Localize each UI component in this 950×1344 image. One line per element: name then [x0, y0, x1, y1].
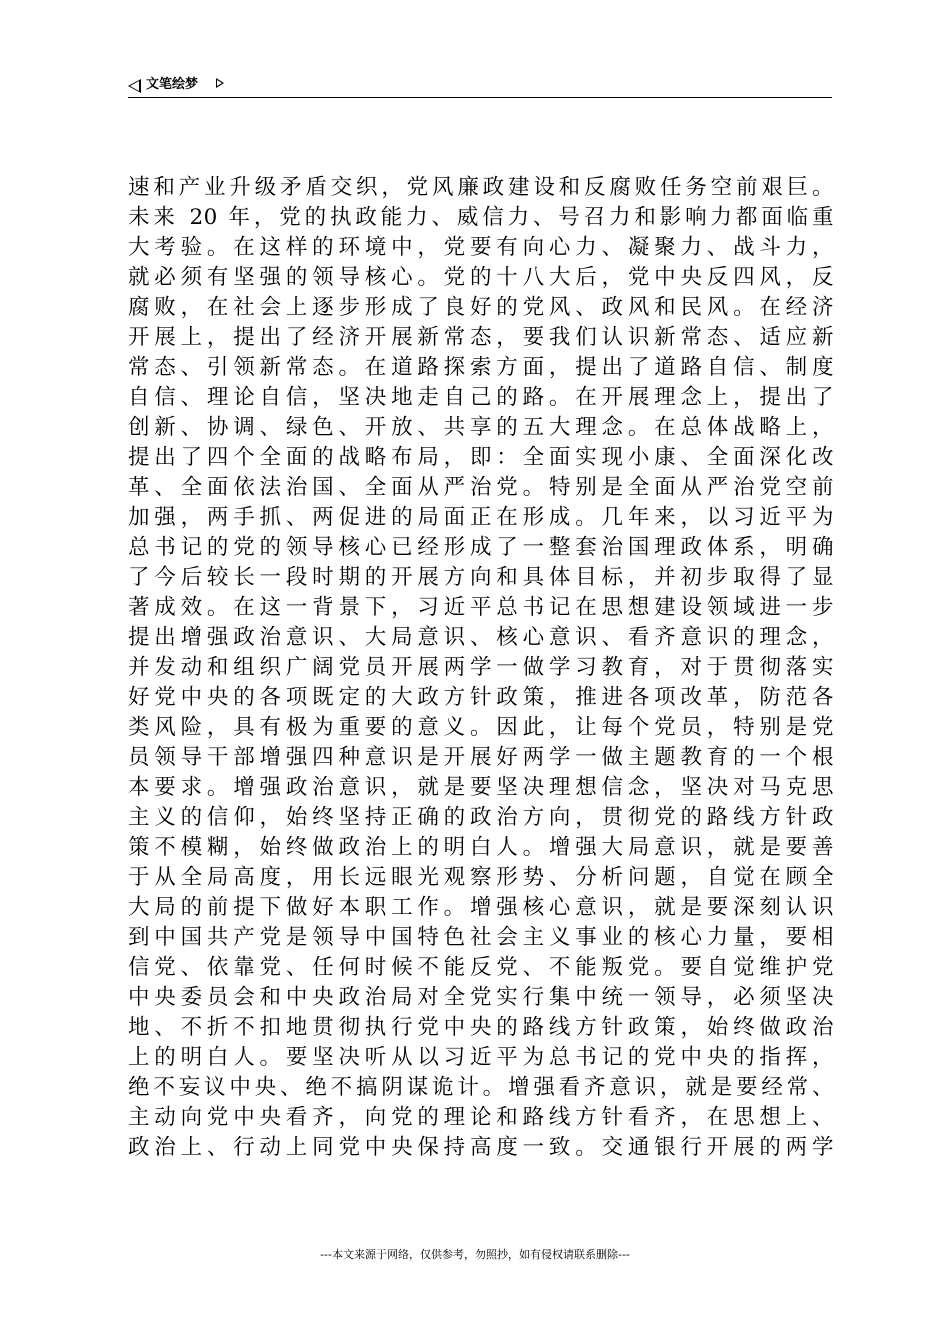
text-line: 信党、依靠党、任何时候不能反党、不能叛党。要自觉维护党 — [128, 955, 834, 980]
text-line: 中央委员会和中央政治局对全党实行集中统一领导，必须坚决 — [128, 985, 834, 1010]
text-line: 速和产业升级矛盾交织，党风廉政建设和反腐败任务空前艰巨。 — [128, 175, 834, 200]
text-line: 就必须有坚强的领导核心。党的十八大后，党中央反四风，反 — [128, 265, 834, 290]
text-line: 开展上，提出了经济开展新常态，要我们认识新常态、适应新 — [128, 325, 834, 350]
text-line: 类风险，具有极为重要的意义。因此，让每个党员，特别是党 — [128, 715, 834, 740]
left-triangle-icon — [128, 79, 141, 93]
text-line: 策不模糊，始终做政治上的明白人。增强大局意识，就是要善 — [128, 835, 834, 860]
text-line: 自信、理论自信，坚决地走自己的路。在开展理念上，提出了 — [128, 385, 834, 410]
text-line: 腐败，在社会上逐步形成了良好的党风、政风和民风。在经济 — [128, 295, 834, 320]
text-line: 地、不折不扣地贯彻执行党中央的路线方针政策，始终做政治 — [128, 1015, 834, 1040]
text-line: 大局的前提下做好本职工作。增强核心意识，就是要深刻认识 — [128, 895, 834, 920]
text-line: 提出增强政治意识、大局意识、核心意识、看齐意识的理念， — [128, 625, 834, 650]
text-line: 上的明白人。要坚决听从以习近平为总书记的党中央的指挥， — [128, 1045, 834, 1070]
text-line: 主动向党中央看齐，向党的理论和路线方针看齐，在思想上、 — [128, 1105, 834, 1130]
text-line: 员领导干部增强四种意识是开展好两学一做主题教育的一个根 — [128, 745, 834, 770]
page-header — [128, 76, 832, 98]
text-line: 加强，两手抓、两促进的局面正在形成。几年来，以习近平为 — [128, 505, 834, 530]
text-line: 政治上、行动上同党中央保持高度一致。交通银行开展的两学 — [128, 1135, 834, 1160]
text-line: 主义的信仰，始终坚持正确的政治方向，贯彻党的路线方针政 — [128, 805, 834, 830]
text-line: 并发动和组织广阔党员开展两学一做学习教育，对于贯彻落实 — [128, 655, 834, 680]
text-line: 总书记的党的领导核心已经形成了一整套治国理政体系，明确 — [128, 535, 834, 560]
text-line: 未来 20 年，党的执政能力、威信力、号召力和影响力都面临重 — [128, 205, 834, 230]
text-line: 常态、引领新常态。在道路探索方面，提出了道路自信、制度 — [128, 355, 834, 380]
header-divider — [128, 97, 832, 98]
text-line: 本要求。增强政治意识，就是要坚决理想信念，坚决对马克思 — [128, 775, 834, 800]
body-text — [128, 173, 834, 1163]
text-line: 绝不妄议中央、绝不搞阴谋诡计。增强看齐意识，就是要经常、 — [128, 1075, 834, 1100]
text-line: 创新、协调、绿色、开放、共享的五大理念。在总体战略上， — [128, 415, 834, 440]
header-title: 文笔绘梦 — [146, 77, 199, 92]
text-line: 著成效。在这一背景下，习近平总书记在思想建设领域进一步 — [128, 595, 834, 620]
right-triangle-icon — [216, 78, 224, 88]
text-line: 好党中央的各项既定的大政方针政策，推进各项改革，防范各 — [128, 685, 834, 710]
text-line: 革、全面依法治国、全面从严治党。特别是全面从严治党空前 — [128, 475, 834, 500]
page-footer: ---本文来源于网络，仅供参考，勿照抄，如有侵权请联系删除--- — [320, 1248, 630, 1261]
text-line: 到中国共产党是领导中国特色社会主义事业的核心力量，要相 — [128, 925, 834, 950]
text-line: 于从全局高度，用长远眼光观察形势、分析问题，自觉在顾全 — [128, 865, 834, 890]
text-line: 大考验。在这样的环境中，党要有向心力、凝聚力、战斗力， — [128, 235, 834, 260]
text-line: 了今后较长一段时期的开展方向和具体目标，并初步取得了显 — [128, 565, 834, 590]
text-line: 提出了四个全面的战略布局，即：全面实现小康、全面深化改 — [128, 445, 834, 470]
